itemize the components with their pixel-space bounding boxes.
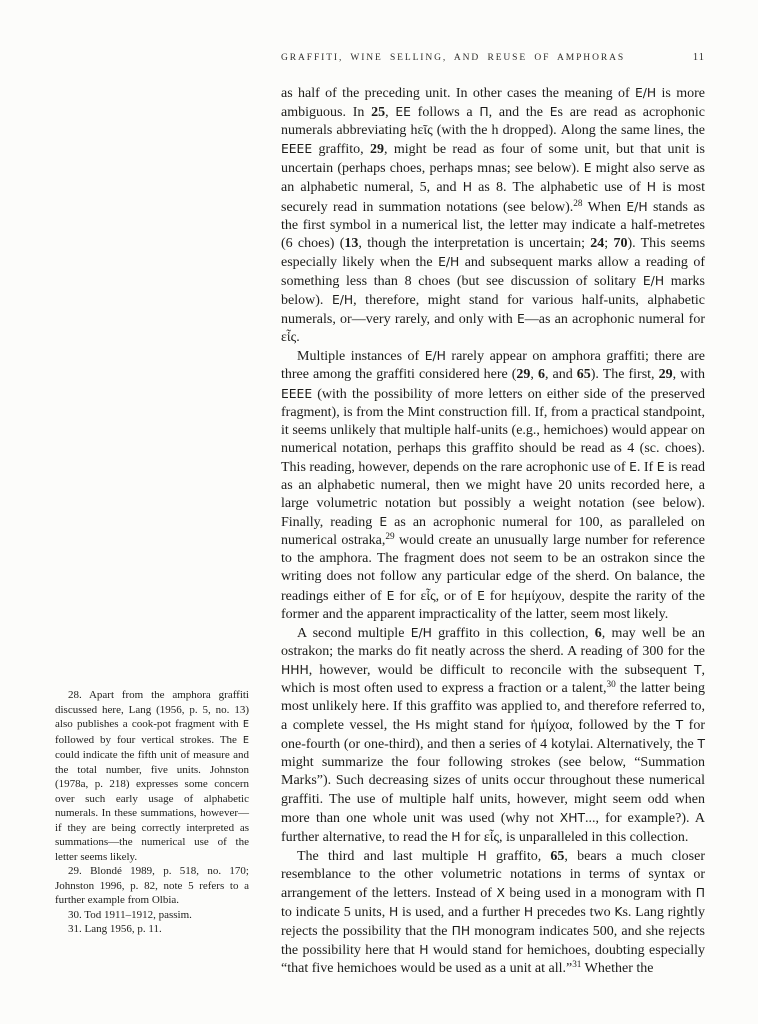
text-run: would stand for hemichoes, doubting especially “that five hemichoes would be used as a unit at all.” <box>281 943 706 977</box>
text-run: When <box>582 199 627 215</box>
text-run: s are read as acrophonic numerals abbreviating hεῖς (with the h dropped). Along the same lines, the <box>281 105 705 139</box>
footnote <box>55 922 249 937</box>
text-run: as half of the preceding unit. In other cases the meaning of <box>281 86 635 101</box>
text-run: 70 <box>613 235 628 251</box>
paragraph <box>281 847 705 979</box>
text-run: could indicate the fifth unit of measure and the total number, five units. Johnston (1978a, p. 218) expresses some concern over such early usage of alphabetic numerals. In these summations, however—if they are being correctly interpreted as summations—the numerical use of the letter seems likely. <box>55 749 249 863</box>
text-run: as an acrophonic numeral for 100, as paralleled on numerical ostraka, <box>281 515 705 549</box>
text-run: the latter being most unlikely here. If this graffito was applied to, and therefore referred to, a complete vessel, the <box>281 681 705 734</box>
text-run: E <box>629 459 637 474</box>
running-header-title: GRAFFITI, WINE SELLING, AND REUSE OF AMPHORAS <box>281 53 626 63</box>
text-run: 29 <box>370 142 385 158</box>
text-run: A second multiple <box>297 625 411 641</box>
text-run: , may well be an ostrakon; the marks do fit neatly across the sherd. A reading of 300 for the <box>281 625 705 659</box>
text-run: T <box>693 662 702 677</box>
text-run: , though the interpretation is uncertain; <box>358 235 591 251</box>
text-run: ..., for example?). A further alternative, to read the <box>281 810 705 845</box>
text-run: Multiple instances of <box>297 349 425 365</box>
text-run: graffito, <box>486 848 551 864</box>
text-run: E/H <box>424 349 446 364</box>
text-run: K <box>614 905 623 920</box>
page-number: 11 <box>692 52 705 63</box>
footnote <box>55 688 249 864</box>
text-run: HHH <box>281 662 309 677</box>
text-run: EEEE <box>281 142 313 157</box>
text-run: monogram indicates 500, and she rejects the possibility here that <box>281 924 705 959</box>
text-run: 31 <box>572 959 582 970</box>
text-run: T <box>675 718 684 733</box>
text-run: 29 <box>516 367 531 383</box>
text-run: 65 <box>576 367 591 383</box>
text-run: Π <box>479 105 489 120</box>
text-run: H <box>419 943 429 958</box>
text-run: 24 <box>590 235 605 251</box>
text-run: stands as the first symbol in a numerical list, the letter may indicate a half-metretes (6 choes) ( <box>281 199 705 251</box>
text-run: H <box>462 180 472 195</box>
text-run: , bears a much closer resemblance to the other volumetric notations in terms of syntax or arrangement of the letters. Instead of <box>281 848 705 902</box>
text-run: and subsequent marks allow a reading of something less than 8 choes (but see discussion of solitary <box>281 254 705 289</box>
text-run: , and <box>544 367 577 383</box>
text-run: for hεμίχουν, despite the rarity of the former and the apparent impracticality of the latter, seem most likely. <box>281 588 705 622</box>
text-run: 29. Blondé 1989, p. 518, no. 170; Johnston 1996, p. 82, note 5 refers to a further example from Olbia. <box>55 865 249 906</box>
text-run: is used, and a further <box>398 905 524 921</box>
text-run: 30. Tod 1911–1912, passim. <box>68 908 192 921</box>
text-run: s. Lang rightly rejects the possibility that the <box>281 905 706 940</box>
text-run: E/H <box>438 254 460 269</box>
text-run: is read as an alphabetic numeral, then we might have 20 units recorded here, a large volumetric notation but possibly a weight notation (see below). Finally, reading <box>281 459 706 531</box>
text-run: 30 <box>606 679 616 690</box>
text-run: graffito, <box>312 142 371 158</box>
text-run: The third and last multiple <box>297 848 478 864</box>
text-run: E/H <box>634 86 657 100</box>
text-run: 29 <box>385 531 395 542</box>
text-run: ΠH <box>451 924 471 939</box>
text-run: E <box>583 161 592 176</box>
text-run: E/H <box>626 199 648 214</box>
text-run: is more ambiguous. In <box>281 86 706 121</box>
text-run: H <box>477 848 487 863</box>
text-run: X <box>496 886 505 901</box>
text-run: , which is most often used to express a fraction or a talent, <box>281 662 705 696</box>
text-run: H <box>388 905 399 920</box>
text-run: H <box>523 905 534 920</box>
footnote <box>55 908 249 923</box>
main-text-column <box>281 84 705 979</box>
text-run: E <box>379 515 388 530</box>
text-run: s might stand for ἡμίχοα, followed by the <box>424 718 676 734</box>
text-run: (with the possibility of more letters on either side of the preserved fragment), is from the Mint construction fill. If, from a practical standpoint, it seems unlikely that multiple half-units (e.g., hemichoes) would appear on numerical notation, perhaps this graffito should be read as 4 (sc. choes). This reading, however, depends on the rare acrophonic use of <box>281 386 705 475</box>
text-run: T <box>697 737 705 752</box>
text-run: , <box>530 367 538 383</box>
running-header <box>281 52 705 63</box>
text-run: for εἷς, is unparalleled in this collection. <box>460 829 689 845</box>
paragraph <box>281 347 705 623</box>
text-run: 6 <box>537 367 545 383</box>
text-run: being used in a monogram with <box>504 886 696 902</box>
text-run: would create an unusually large number for reference to the amphora. The fragment does not seem to be an ostrakon since the writing does not follow any particular edge of the sherd. On balance, the readings either of <box>281 533 705 604</box>
text-run: EEEE <box>281 386 313 401</box>
paragraph <box>281 624 705 847</box>
text-run: H <box>451 829 461 844</box>
text-run: , therefore, might stand for various half-units, alphabetic numerals, or—very rarely, and only with <box>281 293 705 328</box>
text-run: might summarize the four following strokes (see below, “Summation Marks”). Such decreasing sizes of units occur throughout these numerical graffiti. The use of multiple half units, however, might seem odd when more than one whole unit was used (why not <box>281 755 705 826</box>
text-run: , with <box>672 367 706 383</box>
text-run: 29 <box>658 367 673 383</box>
text-run: graffito in this collection, <box>431 625 595 641</box>
text-run: 13 <box>344 235 359 251</box>
text-run: EE <box>395 105 411 120</box>
text-run: E <box>386 588 395 603</box>
text-run: 25 <box>371 105 386 121</box>
text-run: ). The first, <box>590 367 659 383</box>
text-run: E/H <box>642 273 665 288</box>
text-run: 28. Apart from the amphora graffiti discussed here, Lang (1956, p. 5, no. 13) also publishes a cook-pot fragment with <box>55 689 249 730</box>
text-run: , and the <box>488 105 550 121</box>
text-run: E <box>656 459 665 474</box>
text-run: ; <box>604 235 614 251</box>
text-run: 31. Lang 1956, p. 11. <box>68 923 162 935</box>
text-run: follows a <box>410 105 480 121</box>
paragraph <box>281 84 705 347</box>
text-run: E/H <box>331 293 354 308</box>
text-run: . If <box>636 459 657 475</box>
text-run: precedes two <box>533 905 615 921</box>
text-run: for one-fourth (or one-third), and then a series of 4 kotylai. Alternatively, the <box>281 718 705 753</box>
text-run: E <box>549 105 558 120</box>
footnotes-column <box>55 688 249 937</box>
text-run: , might be read as four of some unit, but that unit is uncertain (perhaps choes, perhaps mnas; see below). <box>281 142 706 177</box>
text-run: ). This seems especially likely when the <box>281 235 706 270</box>
text-run: rarely appear on amphora graffiti; there are three among the graffiti considered here ( <box>281 349 705 383</box>
text-run: 28 <box>573 197 583 208</box>
text-run: 65 <box>550 848 565 864</box>
text-run: H <box>646 180 657 195</box>
text-run: , however, would be difficult to reconcile with the subsequent <box>308 662 694 678</box>
text-run: H <box>415 718 425 733</box>
text-run: , <box>385 105 396 121</box>
text-run: might also serve as an alphabetic numeral, 5, and <box>281 161 706 196</box>
text-run: E <box>517 312 525 327</box>
text-run: Whether the <box>581 961 654 977</box>
text-run: followed by four vertical strokes. The <box>55 733 243 746</box>
text-run: E <box>477 588 485 603</box>
footnote <box>55 864 249 908</box>
text-run: E <box>242 719 249 730</box>
text-run: Π <box>695 886 705 901</box>
text-run: as 8. The alphabetic use of <box>472 180 647 196</box>
text-run: 6 <box>594 625 602 641</box>
text-run: —as an acrophonic numeral for εἷς. <box>281 312 705 346</box>
text-run: E <box>242 734 249 746</box>
text-run: E/H <box>410 625 432 640</box>
text-run: marks below). <box>281 273 706 309</box>
text-run: for εἷς, or of <box>394 588 478 604</box>
text-run: is most securely read in summation notations (see below). <box>281 180 705 215</box>
text-run: XHT <box>559 810 585 825</box>
text-run: to indicate 5 units, <box>281 905 389 921</box>
